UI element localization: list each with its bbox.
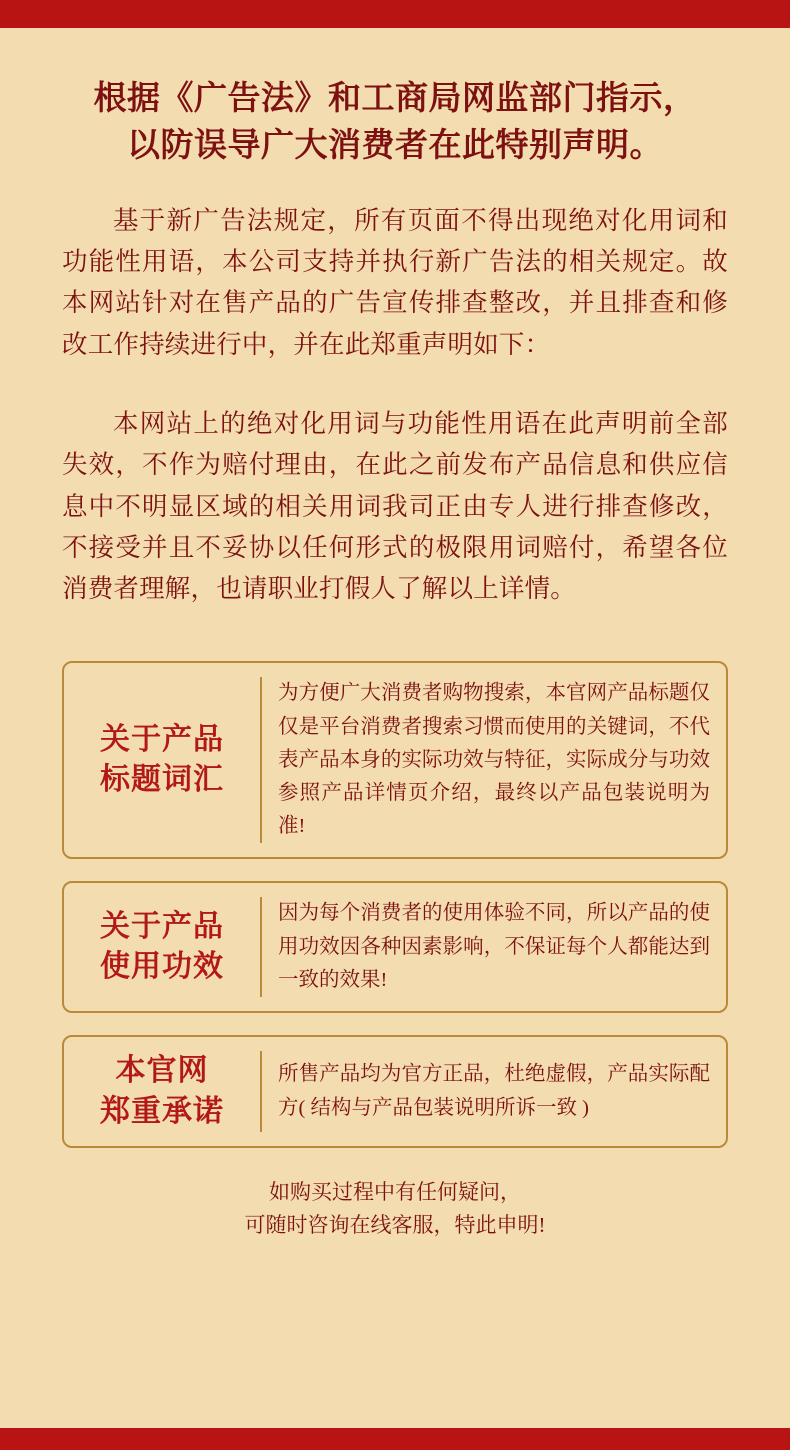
- page-title-line-2: 以防误导广大消费者在此特别声明。: [127, 127, 663, 164]
- footer-note: [62, 1176, 728, 1241]
- content-panel: [0, 28, 790, 1428]
- notice-card-title-line-1: 本官网: [115, 1054, 209, 1088]
- notice-card-official-promise: [62, 1035, 728, 1148]
- notice-card-body: 所售产品均为官方正品，杜绝虚假，产品实际配方( 结构与产品包装说明所诉一致 ): [278, 1063, 710, 1119]
- notice-card-title: [74, 677, 262, 843]
- notice-card-product-title: [62, 661, 728, 859]
- notice-card-body: 为方便广大消费者购物搜索，本官网产品标题仅仅是平台消费者搜索习惯而使用的关键词，不代表产品本身的实际功效与特征，实际成分与功效参照产品详情页介绍，最终以产品包装说明为准!: [278, 682, 710, 838]
- page-title-line-1: 根据《广告法》和工商局网监部门指示，: [93, 81, 697, 117]
- notice-card-body: 因为每个消费者的使用体验不同，所以产品的使用功效因各种因素影响，不保证每个人都能达到一致的效果!: [278, 902, 710, 991]
- notice-card-title-line-1: 关于产品: [100, 909, 224, 943]
- notice-card-title-line-1: 关于产品: [100, 722, 224, 756]
- bottom-red-band: [0, 1428, 790, 1450]
- notice-card-title-line-2: 标题词汇: [100, 763, 224, 797]
- notice-card-product-effect: [62, 881, 728, 1013]
- page-title: [62, 28, 728, 170]
- footer-note-line-2: 可随时咨询在线客服，特此申明!: [244, 1212, 546, 1237]
- notice-card-title: [74, 1051, 262, 1132]
- paragraph-statement-1: 基于新广告法规定，所有页面不得出现绝对化用词和功能性用语，本公司支持并执行新广告法的相关规定。故本网站针对在售产品的广告宣传排查整改，并且排查和修改工作持续进行中，并在此郑重声明如下：: [62, 205, 728, 359]
- footer-note-line-1: 如购买过程中有任何疑问，: [269, 1180, 521, 1205]
- notice-card-title-line-2: 郑重承诺: [100, 1094, 224, 1128]
- notice-card-title: [74, 897, 262, 997]
- paragraph-statement-2: 本网站上的绝对化用词与功能性用语在此声明前全部失效，不作为赔付理由，在此之前发布产品信息和供应信息中不明显区域的相关用词我司正由专人进行排查修改，不接受并且不妥协以任何形式的极限用词赔付，希望各位消费者理解，也请职业打假人了解以上详情。: [62, 408, 728, 604]
- notice-card-title-line-2: 使用功效: [100, 950, 224, 984]
- notice-card-list: [62, 661, 728, 1148]
- top-red-band: [0, 0, 790, 28]
